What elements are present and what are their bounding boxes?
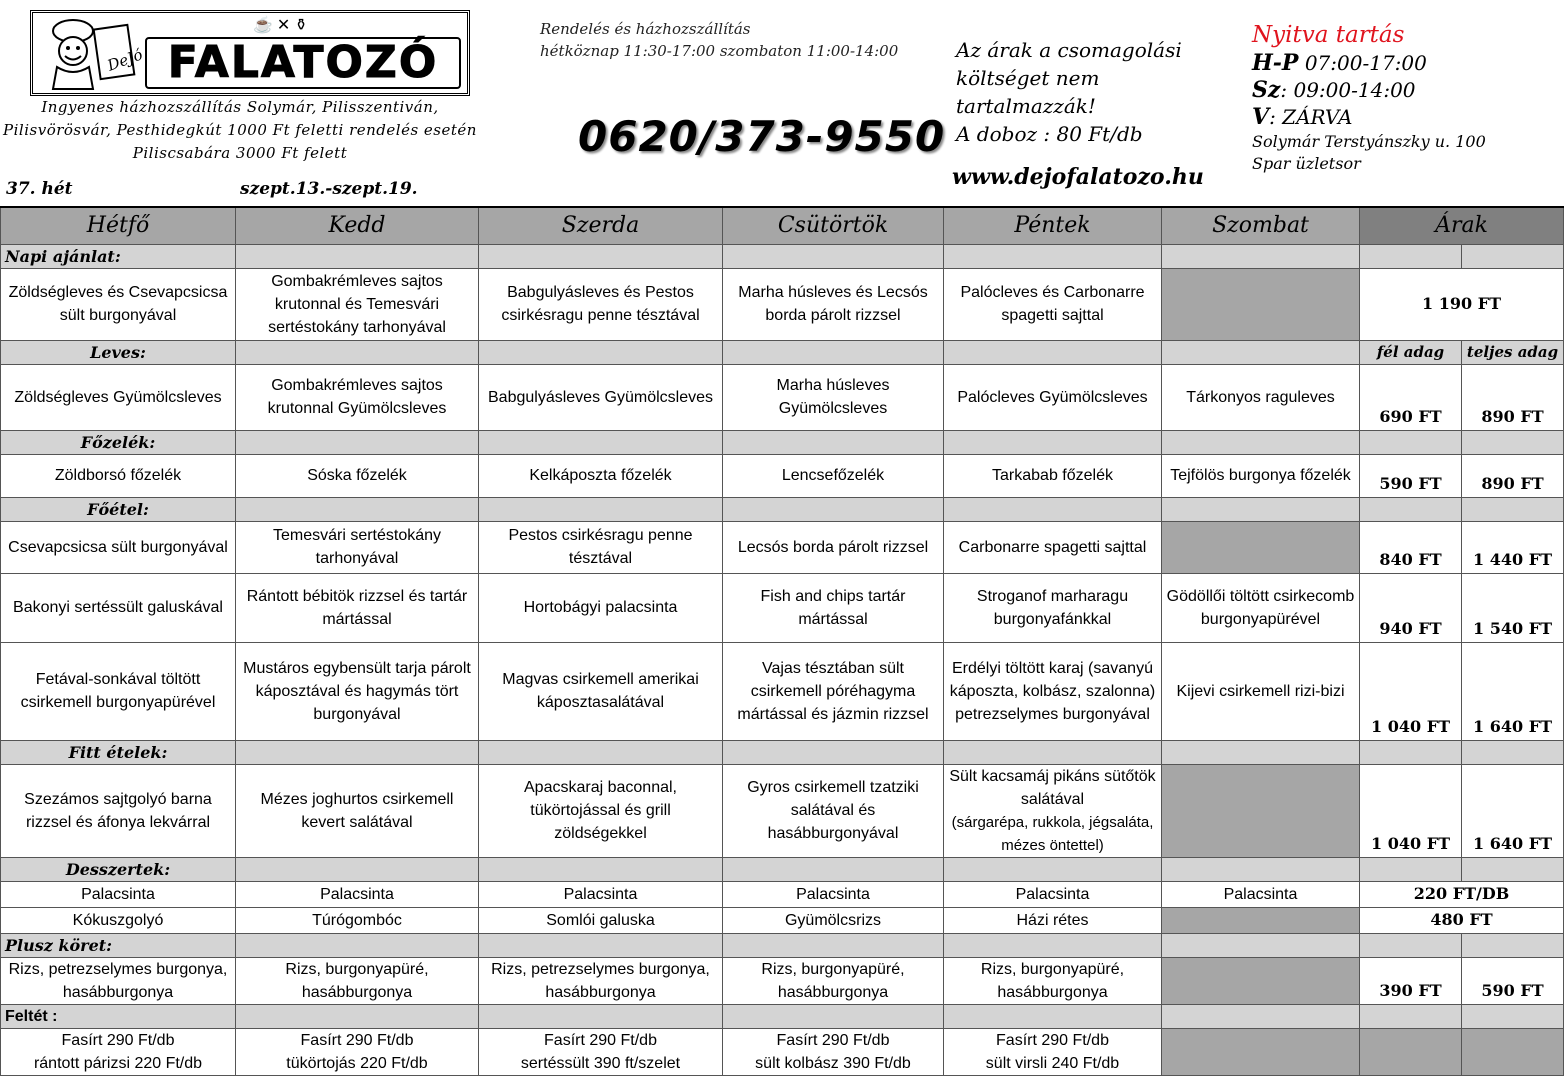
section-row <box>1 1004 1564 1028</box>
section-label: Fitt ételek: <box>1 740 236 764</box>
menu-item: Csevapcsicsa sült burgonyával <box>1 521 236 573</box>
menu-item: Mézes joghurtos csirkemell kevert salátával <box>236 764 479 857</box>
menu-item: Palócleves Gyümölcsleves <box>944 364 1162 430</box>
section-row <box>1 340 1564 364</box>
table-row <box>1 957 1564 1004</box>
free-delivery-note <box>0 96 480 165</box>
menu-item: Kijevi csirkemell rizi-bizi <box>1162 642 1360 740</box>
menu-item: Kókuszgolyó <box>1 907 236 933</box>
price-note <box>956 36 1216 148</box>
price-half: 690 FT <box>1360 364 1462 430</box>
menu-item: Túrógombóc <box>236 907 479 933</box>
topping-line: Fasírt 290 Ft/db <box>996 1031 1109 1049</box>
table-row <box>1 1028 1564 1075</box>
phone-number: 0620/373-9550 <box>578 112 946 161</box>
section-row <box>1 857 1564 881</box>
price: 1 190 FT <box>1360 268 1564 340</box>
hours-line <box>1252 50 1552 77</box>
section-row <box>1 933 1564 957</box>
topping-line: rántott párizsi 220 Ft/db <box>33 1054 203 1072</box>
menu-item: Gombakrémleves sajtos krutonnal és Temesvári sertéstokány tarhonyával <box>236 268 479 340</box>
section-label: Plusz köret: <box>1 933 236 957</box>
topping-line: Fasírt 290 Ft/db <box>300 1031 414 1049</box>
section-row <box>1 497 1564 521</box>
menu-item: Stroganof marharagu burgonyafánkkal <box>944 573 1162 642</box>
menu-item: Magvas csirkemell amerikai káposztasalátával <box>479 642 723 740</box>
menu-item: Sóska főzelék <box>236 454 479 497</box>
price-note-line: A doboz : 80 Ft/db <box>956 122 1143 146</box>
price-half: 1 040 FT <box>1360 764 1462 857</box>
hours-line <box>1252 77 1552 104</box>
menu-item: Palacsinta <box>479 881 723 907</box>
topping-line: sült kolbász 390 Ft/db <box>755 1054 911 1072</box>
price-half: 590 FT <box>1360 454 1462 497</box>
logo <box>30 10 470 96</box>
menu-item: Somlói galuska <box>479 907 723 933</box>
menu-item: Kelkáposzta főzelék <box>479 454 723 497</box>
menu-item <box>944 1028 1162 1075</box>
menu-item: Gyros csirkemell tzatziki salátával és hasábburgonyával <box>723 764 944 857</box>
table-row <box>1 521 1564 573</box>
menu-item-empty <box>1360 1028 1462 1075</box>
half-portion-label: fél adag <box>1360 340 1462 364</box>
menu-item <box>944 764 1162 857</box>
address: Solymár Terstyánszky u. 100 <box>1252 132 1486 151</box>
table-row <box>1 268 1564 340</box>
menu-item: Palacsinta <box>236 881 479 907</box>
section-label: Leves: <box>1 340 236 364</box>
menu-item: Gyümölcsrizs <box>723 907 944 933</box>
menu-item: Carbonarre spagetti sajttal <box>944 521 1162 573</box>
free-delivery-line: Ingyenes házhozszállítás Solymár, Pilisszentiván, <box>41 98 439 116</box>
logo-text: FALATOZÓ <box>145 37 461 89</box>
menu-item-empty <box>1462 1028 1564 1075</box>
menu-item-empty <box>1162 957 1360 1004</box>
topping-line: Fasírt 290 Ft/db <box>544 1031 657 1049</box>
utensils-icon: ☕✕⚱ <box>253 17 312 34</box>
price-full: 890 FT <box>1462 454 1564 497</box>
menu-item: Szezámos sajtgolyó barna rizzsel és áfonya lekvárral <box>1 764 236 857</box>
menu-table <box>0 206 1564 1076</box>
prices-header: Árak <box>1360 207 1564 244</box>
topping-line: Fasírt 290 Ft/db <box>776 1031 890 1049</box>
hours-day: H-P <box>1252 50 1299 76</box>
section-label: Desszertek: <box>1 857 236 881</box>
section-label: Főzelék: <box>1 430 236 454</box>
free-delivery-line: Piliscsabára 3000 Ft felett <box>132 144 348 162</box>
price-half: 940 FT <box>1360 573 1462 642</box>
free-delivery-line: Pilisvörösvár, Pesthidegkút 1000 Ft feletti rendelés esetén <box>3 121 477 139</box>
day-header: Szombat <box>1162 207 1360 244</box>
menu-item: Hortobágyi palacsinta <box>479 573 723 642</box>
topping-line: sült virsli 240 Ft/db <box>985 1054 1120 1072</box>
hours-time: : 09:00-14:00 <box>1280 78 1416 102</box>
menu-item: Palacsinta <box>1162 881 1360 907</box>
day-header-row <box>1 207 1564 244</box>
menu-item: Vajas tésztában sült csirkemell póréhagyma mártással és jázmin rizzsel <box>723 642 944 740</box>
menu-item: Tarkabab főzelék <box>944 454 1162 497</box>
menu-item: Pestos csirkésragu penne tésztával <box>479 521 723 573</box>
menu-item: Rizs, petrezselymes burgonya, hasábburgonya <box>1 957 236 1004</box>
table-row <box>1 573 1564 642</box>
price-note-line: tartalmazzák! <box>956 94 1096 118</box>
menu-item <box>236 1028 479 1075</box>
table-row <box>1 881 1564 907</box>
topping-line: sertéssült 390 ft/szelet <box>520 1054 681 1072</box>
menu-item: Palacsinta <box>723 881 944 907</box>
menu-item-empty <box>1162 1028 1360 1075</box>
price: 220 FT/DB <box>1360 881 1564 907</box>
full-portion-label: teljes adag <box>1462 340 1564 364</box>
menu-item: Apacskaraj baconnal, tükörtojással és grill zöldségekkel <box>479 764 723 857</box>
website-link[interactable]: www.dejofalatozo.hu <box>952 164 1204 190</box>
week-number: 37. hét <box>6 179 73 199</box>
store-location: Spar üzletsor <box>1252 154 1361 173</box>
menu-item: Fish and chips tartár mártással <box>723 573 944 642</box>
menu-item: Mustáros egybensült tarja párolt káposztával és hagymás tört burgonyával <box>236 642 479 740</box>
hours-time: 07:00-17:00 <box>1298 51 1427 75</box>
price-half: 1 040 FT <box>1360 642 1462 740</box>
price-half: 390 FT <box>1360 957 1462 1004</box>
menu-item: Lencsefőzelék <box>723 454 944 497</box>
menu-item: Marha húsleves és Lecsós borda párolt rizzsel <box>723 268 944 340</box>
opening-hours <box>1252 20 1552 175</box>
menu-item-note: (sárgarépa, rukkola, jégsaláta, mézes öntettel) <box>951 813 1154 854</box>
section-row <box>1 244 1564 268</box>
section-label: Főétel: <box>1 497 236 521</box>
menu-item: Rizs, burgonyapüré, hasábburgonya <box>944 957 1162 1004</box>
hours-day: V <box>1252 104 1270 130</box>
menu-item: Palacsinta <box>1 881 236 907</box>
menu-item: Temesvári sertéstokány tarhonyával <box>236 521 479 573</box>
menu-item: Babgulyásleves és Pestos csirkésragu penne tésztával <box>479 268 723 340</box>
week-dates: szept.13.-szept.19. <box>240 179 418 199</box>
day-header: Szerda <box>479 207 723 244</box>
menu-item <box>479 1028 723 1075</box>
menu-item: Gödöllői töltött csirkecomb burgonyapürével <box>1162 573 1360 642</box>
menu-item: Zöldségleves Gyümölcsleves <box>1 364 236 430</box>
section-label: Napi ajánlat: <box>1 244 236 268</box>
menu-item: Palacsinta <box>944 881 1162 907</box>
logo-script: DeJó <box>105 45 145 75</box>
opening-hours-title: Nyitva tartás <box>1252 22 1405 48</box>
menu-item-empty <box>1162 764 1360 857</box>
price-full: 590 FT <box>1462 957 1564 1004</box>
week-row <box>0 176 1563 206</box>
menu-item-empty <box>1162 268 1360 340</box>
menu-item-empty <box>1162 521 1360 573</box>
menu-item: Erdélyi töltött karaj (savanyú káposzta, kolbász, szalonna) petrezselymes burgonyával <box>944 642 1162 740</box>
menu-item-text: Sült kacsamáj pikáns sütőtök salátával <box>949 767 1156 808</box>
price-full: 1 640 FT <box>1462 642 1564 740</box>
table-row <box>1 454 1564 497</box>
table-row <box>1 364 1564 430</box>
menu-item: Marha húsleves Gyümölcsleves <box>723 364 944 430</box>
price-note-line: költséget nem <box>956 66 1100 90</box>
topping-line: tükörtojás 220 Ft/db <box>286 1054 428 1072</box>
day-header: Csütörtök <box>723 207 944 244</box>
menu-item: Tárkonyos raguleves <box>1162 364 1360 430</box>
section-row <box>1 740 1564 764</box>
day-header: Péntek <box>944 207 1162 244</box>
menu-item: Babgulyásleves Gyümölcsleves <box>479 364 723 430</box>
price-half: 840 FT <box>1360 521 1462 573</box>
price-full: 1 640 FT <box>1462 764 1564 857</box>
price-full: 1 440 FT <box>1462 521 1564 573</box>
hours-time: : ZÁRVA <box>1269 105 1353 129</box>
menu-item: Rizs, petrezselymes burgonya, hasábburgonya <box>479 957 723 1004</box>
menu-item: Lecsós borda párolt rizzsel <box>723 521 944 573</box>
price: 480 FT <box>1360 907 1564 933</box>
topping-line: Fasírt 290 Ft/db <box>61 1031 175 1049</box>
order-info-line: Rendelés és házhozszállítás <box>540 20 751 38</box>
menu-item: Házi rétes <box>944 907 1162 933</box>
hours-day: Sz <box>1252 77 1281 103</box>
day-header: Kedd <box>236 207 479 244</box>
menu-item: Rántott bébitök rizzsel és tartár mártással <box>236 573 479 642</box>
menu-item: Fetával-sonkával töltött csirkemell burgonyapürével <box>1 642 236 740</box>
price-full: 1 540 FT <box>1462 573 1564 642</box>
menu-item: Bakonyi sertéssült galuskával <box>1 573 236 642</box>
section-label: Feltét : <box>1 1004 236 1028</box>
order-info <box>540 18 898 62</box>
table-row <box>1 764 1564 857</box>
menu-item: Tejfölös burgonya főzelék <box>1162 454 1360 497</box>
menu-item: Gombakrémleves sajtos krutonnal Gyümölcsleves <box>236 364 479 430</box>
menu-item: Zöldségleves és Csevapcsicsa sült burgonyával <box>1 268 236 340</box>
menu-item <box>1 1028 236 1075</box>
menu-item-empty <box>1162 907 1360 933</box>
price-note-line: Az árak a csomagolási <box>956 38 1182 62</box>
menu-item: Rizs, burgonyapüré, hasábburgonya <box>723 957 944 1004</box>
hours-line <box>1252 104 1552 131</box>
menu-item: Palócleves és Carbonarre spagetti sajttal <box>944 268 1162 340</box>
menu-item: Zöldborsó főzelék <box>1 454 236 497</box>
day-header: Hétfő <box>1 207 236 244</box>
table-row <box>1 907 1564 933</box>
section-row <box>1 430 1564 454</box>
price-full: 890 FT <box>1462 364 1564 430</box>
menu-item: Rizs, burgonyapüré, hasábburgonya <box>236 957 479 1004</box>
menu-item <box>723 1028 944 1075</box>
table-row <box>1 642 1564 740</box>
order-info-line: hétköznap 11:30-17:00 szombaton 11:00-14:00 <box>540 42 899 60</box>
